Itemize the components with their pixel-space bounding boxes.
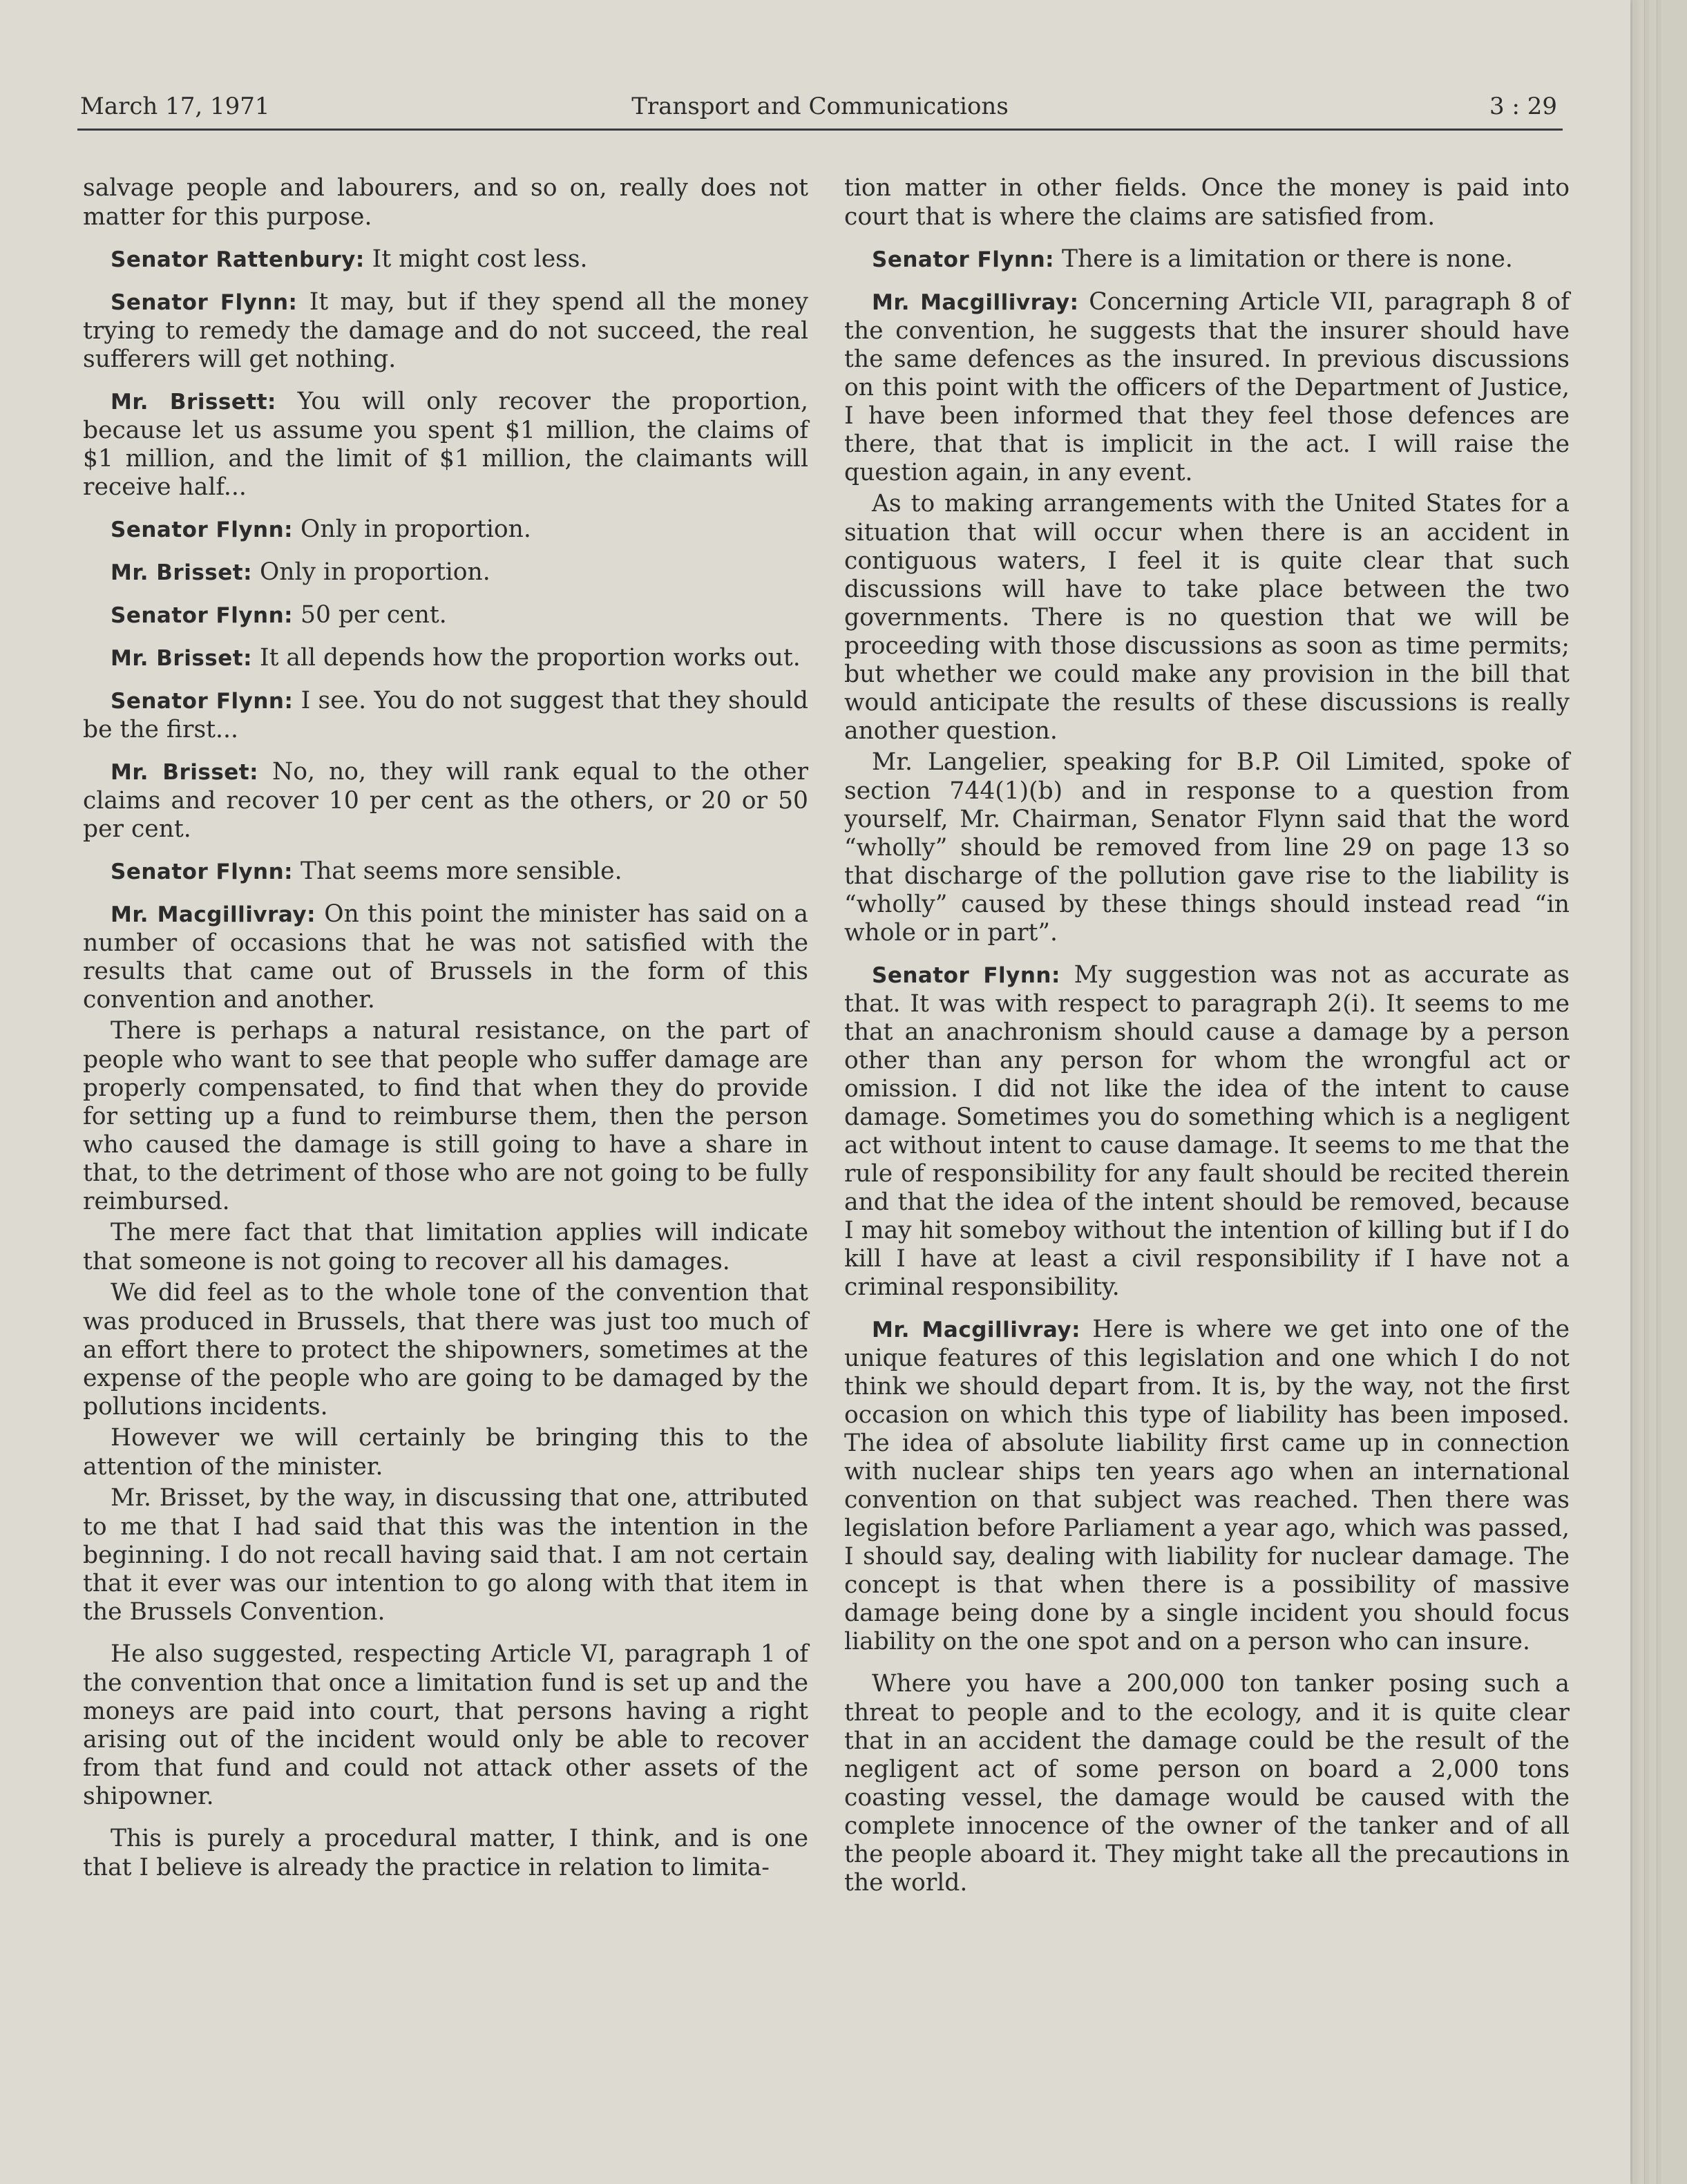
paragraph — [83, 1279, 808, 1421]
speaker-name: Mr. Brissett: — [111, 390, 276, 415]
paragraph — [83, 174, 808, 231]
paragraph — [83, 515, 808, 544]
speaker-name: Mr. Macgillivray: — [872, 290, 1079, 315]
paragraph-text: This is purely a procedural matter, I think, and is one that I believe is already the practice in relation to limita- — [83, 1825, 808, 1881]
paragraph — [83, 1825, 808, 1882]
paragraph-text: It all depends how the proportion works out. — [251, 644, 801, 672]
paragraph-text: However we will certainly be bringing this to the attention of the minister. — [83, 1424, 808, 1481]
paragraph-text: salvage people and labourers, and so on, really does not matter for this purpose. — [83, 174, 808, 231]
paragraph — [83, 644, 808, 673]
speaker-name: Mr. Brisset: — [111, 646, 252, 671]
speaker-name: Senator Flynn: — [111, 603, 294, 628]
paragraph-text: tion matter in other fields. Once the money is paid into court that is where the claims are satisfied from. — [844, 174, 1570, 231]
right-column — [844, 174, 1570, 1911]
running-header — [77, 88, 1563, 131]
paragraph-text: Where you have a 200,000 ton tanker posing such a threat to people and to the ecology, and it is quite clear that in an accident the damage could be the result of the negligent act of some person on board a 2,000 tons coasting vessel, the damage would be caused with the complete innocence of the owner of the tanker and of all the people aboard it. They might take all the precautions in the world. — [844, 1670, 1570, 1897]
paragraph — [83, 857, 808, 886]
header-title: Transport and Communications — [631, 93, 1009, 120]
paragraph-text: No, no, they will rank equal to the other claims and recover 10 per cent as the others, or 20 or 50 per cent. — [83, 758, 808, 843]
paragraph-text: Mr. Langelier, speaking for B.P. Oil Limited, spoke of section 744(1)(b) and in response to a question from yourself, Mr. Chairman, Senator Flynn said that the word “wholly” should be removed from line 29 on page 13 so that discharge of the pollution gave rise to the liability is “wholly” caused by these things should instead read “in whole or in part”. — [844, 748, 1570, 947]
speaker-name: Senator Flynn: — [872, 963, 1060, 988]
paragraph — [844, 1316, 1570, 1656]
paragraph — [844, 490, 1570, 746]
page-number: 3 : 29 — [1489, 93, 1557, 120]
paragraph-text: As to making arrangements with the United States for a situation that will occur when there is an accident in contiguous waters, I feel it is quite clear that such discussions will have to take place between the two governments. There is no question that we will be proceeding with those discussions as soon as time permits; but whether we could make any provision in the bill that would anticipate the results of these discussions is really another question. — [844, 490, 1570, 745]
paragraph-text: Only in proportion. — [293, 515, 531, 543]
paragraph-text: You will only recover the proportion, because let us assume you spent $1 million, the claims of $1 million, and the limit of $1 million, the claimants will receive half... — [83, 388, 809, 501]
page-edge — [1632, 0, 1637, 2184]
page-edge — [1644, 0, 1649, 2184]
paragraph — [844, 748, 1570, 947]
paragraph-text: Only in proportion. — [251, 558, 490, 586]
paragraph — [844, 288, 1570, 487]
paragraph-text: That seems more sensible. — [293, 857, 622, 885]
speaker-name: Senator Flynn: — [111, 689, 294, 714]
paragraph — [83, 1219, 808, 1276]
speaker-name: Senator Flynn: — [111, 517, 294, 542]
paragraph-text: Concerning Article VII, paragraph 8 of the convention, he suggests that the insurer should have the same defences as the insured. In previous discussions on this point with the officers of the Department of Justice, I have been informed that they feel those defences are there, that that is implicit in the act. I will raise the question again, in any event. — [844, 288, 1570, 486]
paragraph — [83, 900, 808, 1014]
header-date: March 17, 1971 — [80, 93, 270, 120]
paragraph — [844, 245, 1570, 274]
paragraph-text: It may, but if they spend all the money trying to remedy the damage and do not succeed, the real sufferers will get nothing. — [83, 288, 808, 373]
paragraph — [83, 1484, 808, 1626]
paragraph-text: The mere fact that that limitation applies will indicate that someone is not going to recover all his damages. — [83, 1219, 808, 1275]
paragraph — [83, 1424, 808, 1481]
speaker-name: Mr. Brisset: — [111, 560, 252, 585]
speaker-name: Senator Flynn: — [872, 247, 1055, 272]
paragraph — [83, 245, 808, 274]
paragraph-text: It might cost less. — [364, 245, 588, 273]
speaker-name: Senator Flynn: — [111, 290, 298, 315]
paragraph-text: There is a limitation or there is none. — [1054, 245, 1513, 273]
paragraph — [83, 601, 808, 630]
paragraph-text: We did feel as to the whole tone of the convention that was produced in Brussels, that there was just too much of an effort there to protect the shipowners, sometimes at the expense of the people who are going to be damaged by the pollutions incidents. — [83, 1279, 808, 1421]
paragraph — [83, 687, 808, 744]
paragraph — [844, 174, 1570, 231]
paragraph-text: Here is where we get into one of the unique features of this legislation and one which I do not think we should depart from. It is, by the way, not the first occasion on which this type of liability has been imposed. The idea of absolute liability first came up in connection with nuclear ships ten years ago when an international convention on that subject was reached. Then there was legislation before Parliament a year ago, which was passed, I should say, dealing with liability for nuclear damage. The concept is that when there is a possibility of massive damage being done by a single incident you should focus liability on the one spot and on a person who can insure. — [844, 1316, 1570, 1655]
speaker-name: Senator Flynn: — [111, 860, 294, 884]
paragraph — [83, 288, 808, 374]
paragraph-text: 50 per cent. — [293, 601, 447, 629]
paragraph-text: I see. You do not suggest that they should be the first... — [83, 687, 808, 743]
paragraph-text: Mr. Brisset, by the way, in discussing that one, attributed to me that I had said that this was the intention in the beginning. I do not recall having said that. I am not certain that it ever was our intention to go along with that item in the Brussels Convention. — [83, 1484, 808, 1626]
speaker-name: Mr. Macgillivray: — [872, 1318, 1080, 1342]
paragraph — [83, 1640, 808, 1811]
page-edge — [1657, 0, 1661, 2184]
paragraph — [83, 758, 808, 844]
paragraph-text: On this point the minister has said on a number of occasions that he was not satisfied with the results that came out of Brussels in the form of this convention and another. — [83, 900, 808, 1014]
paragraph — [844, 1670, 1570, 1897]
paragraph — [83, 1017, 808, 1216]
speaker-name: Mr. Macgillivray: — [111, 902, 316, 927]
paragraph-text: There is perhaps a natural resistance, on the part of people who want to see that people who suffer damage are properly compensated, to find that when they do provide for setting up a fund to reimburse them, then the person who caused the damage is still going to have a share in that, to the detriment of those who are not going to be fully reimbursed. — [83, 1017, 808, 1215]
paragraph — [83, 558, 808, 587]
speaker-name: Mr. Brisset: — [111, 760, 259, 785]
paragraph-text: He also suggested, respecting Article VI, paragraph 1 of the convention that once a limitation fund is set up and the moneys are paid into court, that persons having a right arising out of the incident would only be able to recover from that fund and could not attack other assets of the shipowner. — [83, 1640, 808, 1810]
paragraph-text: My suggestion was not as accurate as that. It was with respect to paragraph 2(i). It seems to me that an anachronism should cause a damage by a person other than any person for whom the wrongful act or omission. I did not like the idea of the intent to cause damage. Sometimes you do something which is a negligent act without intent to cause damage. It seems to me that the rule of responsibility for any fault should be recited therein and that the idea of the intent should be removed, because I may hit someboy without the intention of killing but if I do kill I have at least a civil responsibility if I have not a criminal responsibility. — [844, 961, 1570, 1301]
paragraph — [844, 961, 1570, 1302]
left-column — [83, 174, 808, 1896]
speaker-name: Senator Rattenbury: — [111, 247, 365, 272]
paragraph — [83, 388, 808, 502]
